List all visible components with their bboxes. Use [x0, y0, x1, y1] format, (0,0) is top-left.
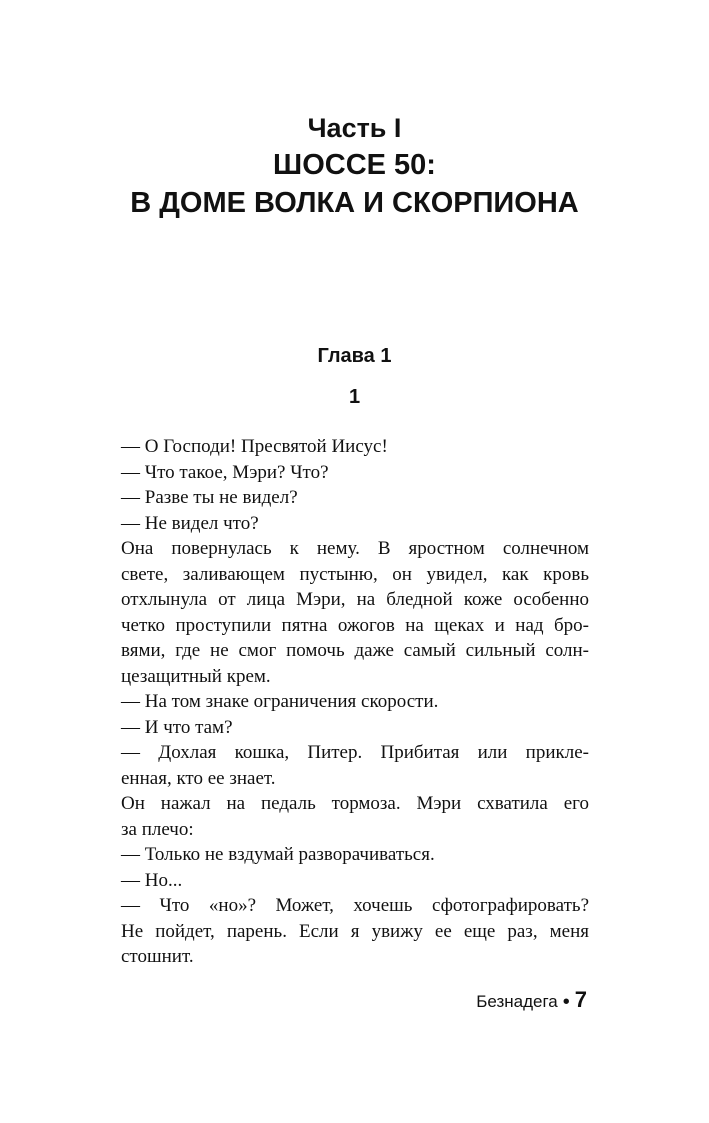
text-line: — Что такое, Мэри? Что? — [121, 461, 329, 483]
text-line: — Не видел что? — [121, 512, 259, 534]
text-line: — Только не вздумай разворачиваться. — [121, 844, 435, 865]
text-line: Она повернулась к нему. В яростном солнечном — [121, 538, 589, 559]
text-line: стошнит. — [121, 946, 194, 967]
page-footer — [476, 988, 587, 1014]
text-line: свете, заливающем пустыню, он увидел, как кровь — [121, 563, 589, 585]
part-title-line-2: В ДОМЕ ВОЛКА И СКОРПИОНА — [130, 187, 579, 219]
bullet-separator: • — [562, 991, 570, 1013]
section-number: 1 — [348, 386, 361, 408]
part-label: Часть I — [307, 113, 402, 143]
text-line: — На том знаке ограничения скорости. — [121, 691, 439, 712]
text-line: енная, кто ее знает. — [121, 767, 276, 789]
page-number: 7 — [574, 987, 587, 1012]
text-line: — Но... — [121, 869, 183, 891]
text-line: — Разве ты не видел? — [121, 487, 298, 508]
running-title: Безнадега — [476, 992, 558, 1011]
text-line: — Дохлая кошка, Питер. Прибитая или прикле- — [121, 742, 589, 763]
text-line: Он нажал на педаль тормоза. Мэри схватила его — [121, 793, 589, 814]
text-line: — Что «но»? Может, хочешь сфотографировать? — [121, 895, 589, 916]
part-title — [0, 146, 709, 222]
text-line: вями, где не смог помочь даже самый сильный солн- — [121, 640, 589, 661]
part-title-line-1: ШОССЕ 50: — [273, 149, 436, 181]
text-line: цезащитный крем. — [121, 665, 271, 687]
text-line: — О Господи! Пресвятой Иисус! — [121, 436, 388, 457]
text-line: за плечо: — [121, 818, 194, 840]
chapter-title: Глава 1 — [317, 345, 392, 367]
text-line: четко проступили пятна ожогов на щеках и над бро- — [121, 614, 589, 636]
text-line: Не пойдет, парень. Если я увижу ее еще раз, меня — [121, 920, 589, 942]
text-line: — И что там? — [121, 716, 233, 738]
text-line: отхлынула от лица Мэри, на бледной коже особенно — [121, 589, 589, 610]
body-text — [121, 434, 589, 970]
